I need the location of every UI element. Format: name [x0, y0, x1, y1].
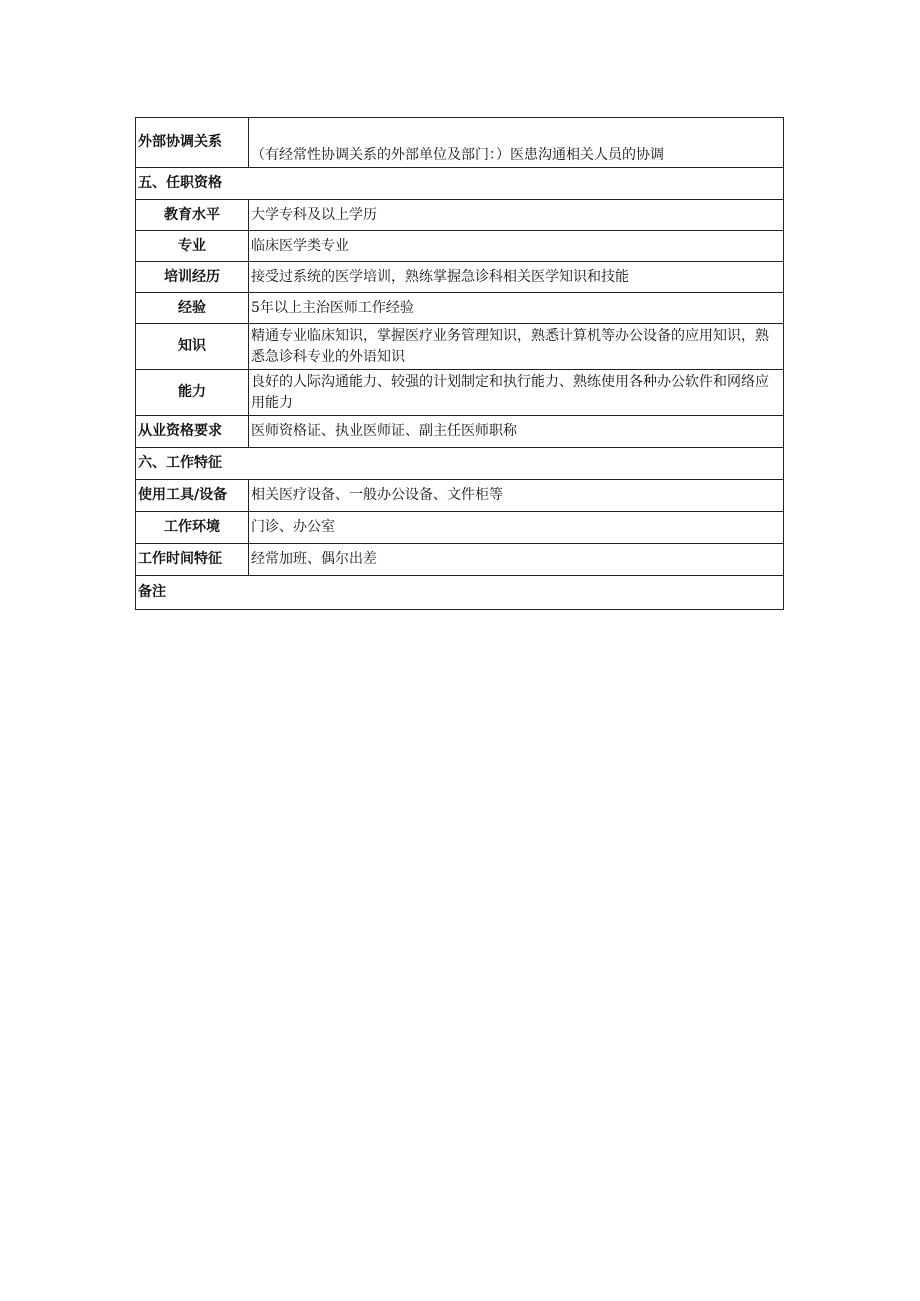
row-value-certification: 医师资格证、执业医师证、副主任医师职称 [249, 416, 784, 448]
row-label-training: 培训经历 [136, 262, 249, 293]
row-value-training: 接受过系统的医学培训，熟练掌握急诊科相关医学知识和技能 [249, 262, 784, 293]
row-label-ability: 能力 [136, 370, 249, 416]
row-label-knowledge: 知识 [136, 324, 249, 370]
job-description-table [135, 117, 784, 610]
row-label-work-time: 工作时间特征 [136, 544, 249, 576]
row-value-knowledge: 精通专业临床知识，掌握医疗业务管理知识，熟悉计算机等办公设备的应用知识，熟悉急诊科专业的外语知识 [249, 324, 784, 370]
row-value-ability: 良好的人际沟通能力、较强的计划制定和执行能力、熟练使用各种办公软件和网络应用能力 [249, 370, 784, 416]
row-value-education: 大学专科及以上学历 [249, 200, 784, 231]
section-title-qualifications: 五、任职资格 [136, 168, 784, 200]
section-header-row [136, 168, 784, 200]
table-row [136, 480, 784, 512]
remarks-label: 备注 [136, 576, 784, 610]
row-value-experience: 5年以上主治医师工作经验 [249, 293, 784, 324]
row-label-major: 专业 [136, 231, 249, 262]
section-title-job-characteristics: 六、工作特征 [136, 448, 784, 480]
row-value-work-time: 经常加班、偶尔出差 [249, 544, 784, 576]
table-row [136, 293, 784, 324]
row-value-environment: 门诊、办公室 [249, 512, 784, 544]
table-row [136, 416, 784, 448]
row-value-tools: 相关医疗设备、一般办公设备、文件柜等 [249, 480, 784, 512]
external-coordination-value: （有经常性协调关系的外部单位及部门：）医患沟通相关人员的协调 [249, 118, 784, 168]
table-row [136, 512, 784, 544]
remarks-row [136, 576, 784, 610]
external-coordination-label: 外部协调关系 [136, 118, 249, 168]
row-label-environment: 工作环境 [136, 512, 249, 544]
table-row [136, 370, 784, 416]
row-label-certification: 从业资格要求 [136, 416, 249, 448]
table-row [136, 231, 784, 262]
table-row [136, 324, 784, 370]
table-row [136, 544, 784, 576]
section-header-row [136, 448, 784, 480]
table-row [136, 200, 784, 231]
row-label-education: 教育水平 [136, 200, 249, 231]
row-label-experience: 经验 [136, 293, 249, 324]
table-row [136, 262, 784, 293]
row-value-major: 临床医学类专业 [249, 231, 784, 262]
row-label-tools: 使用工具/设备 [136, 480, 249, 512]
external-coordination-row [136, 118, 784, 168]
